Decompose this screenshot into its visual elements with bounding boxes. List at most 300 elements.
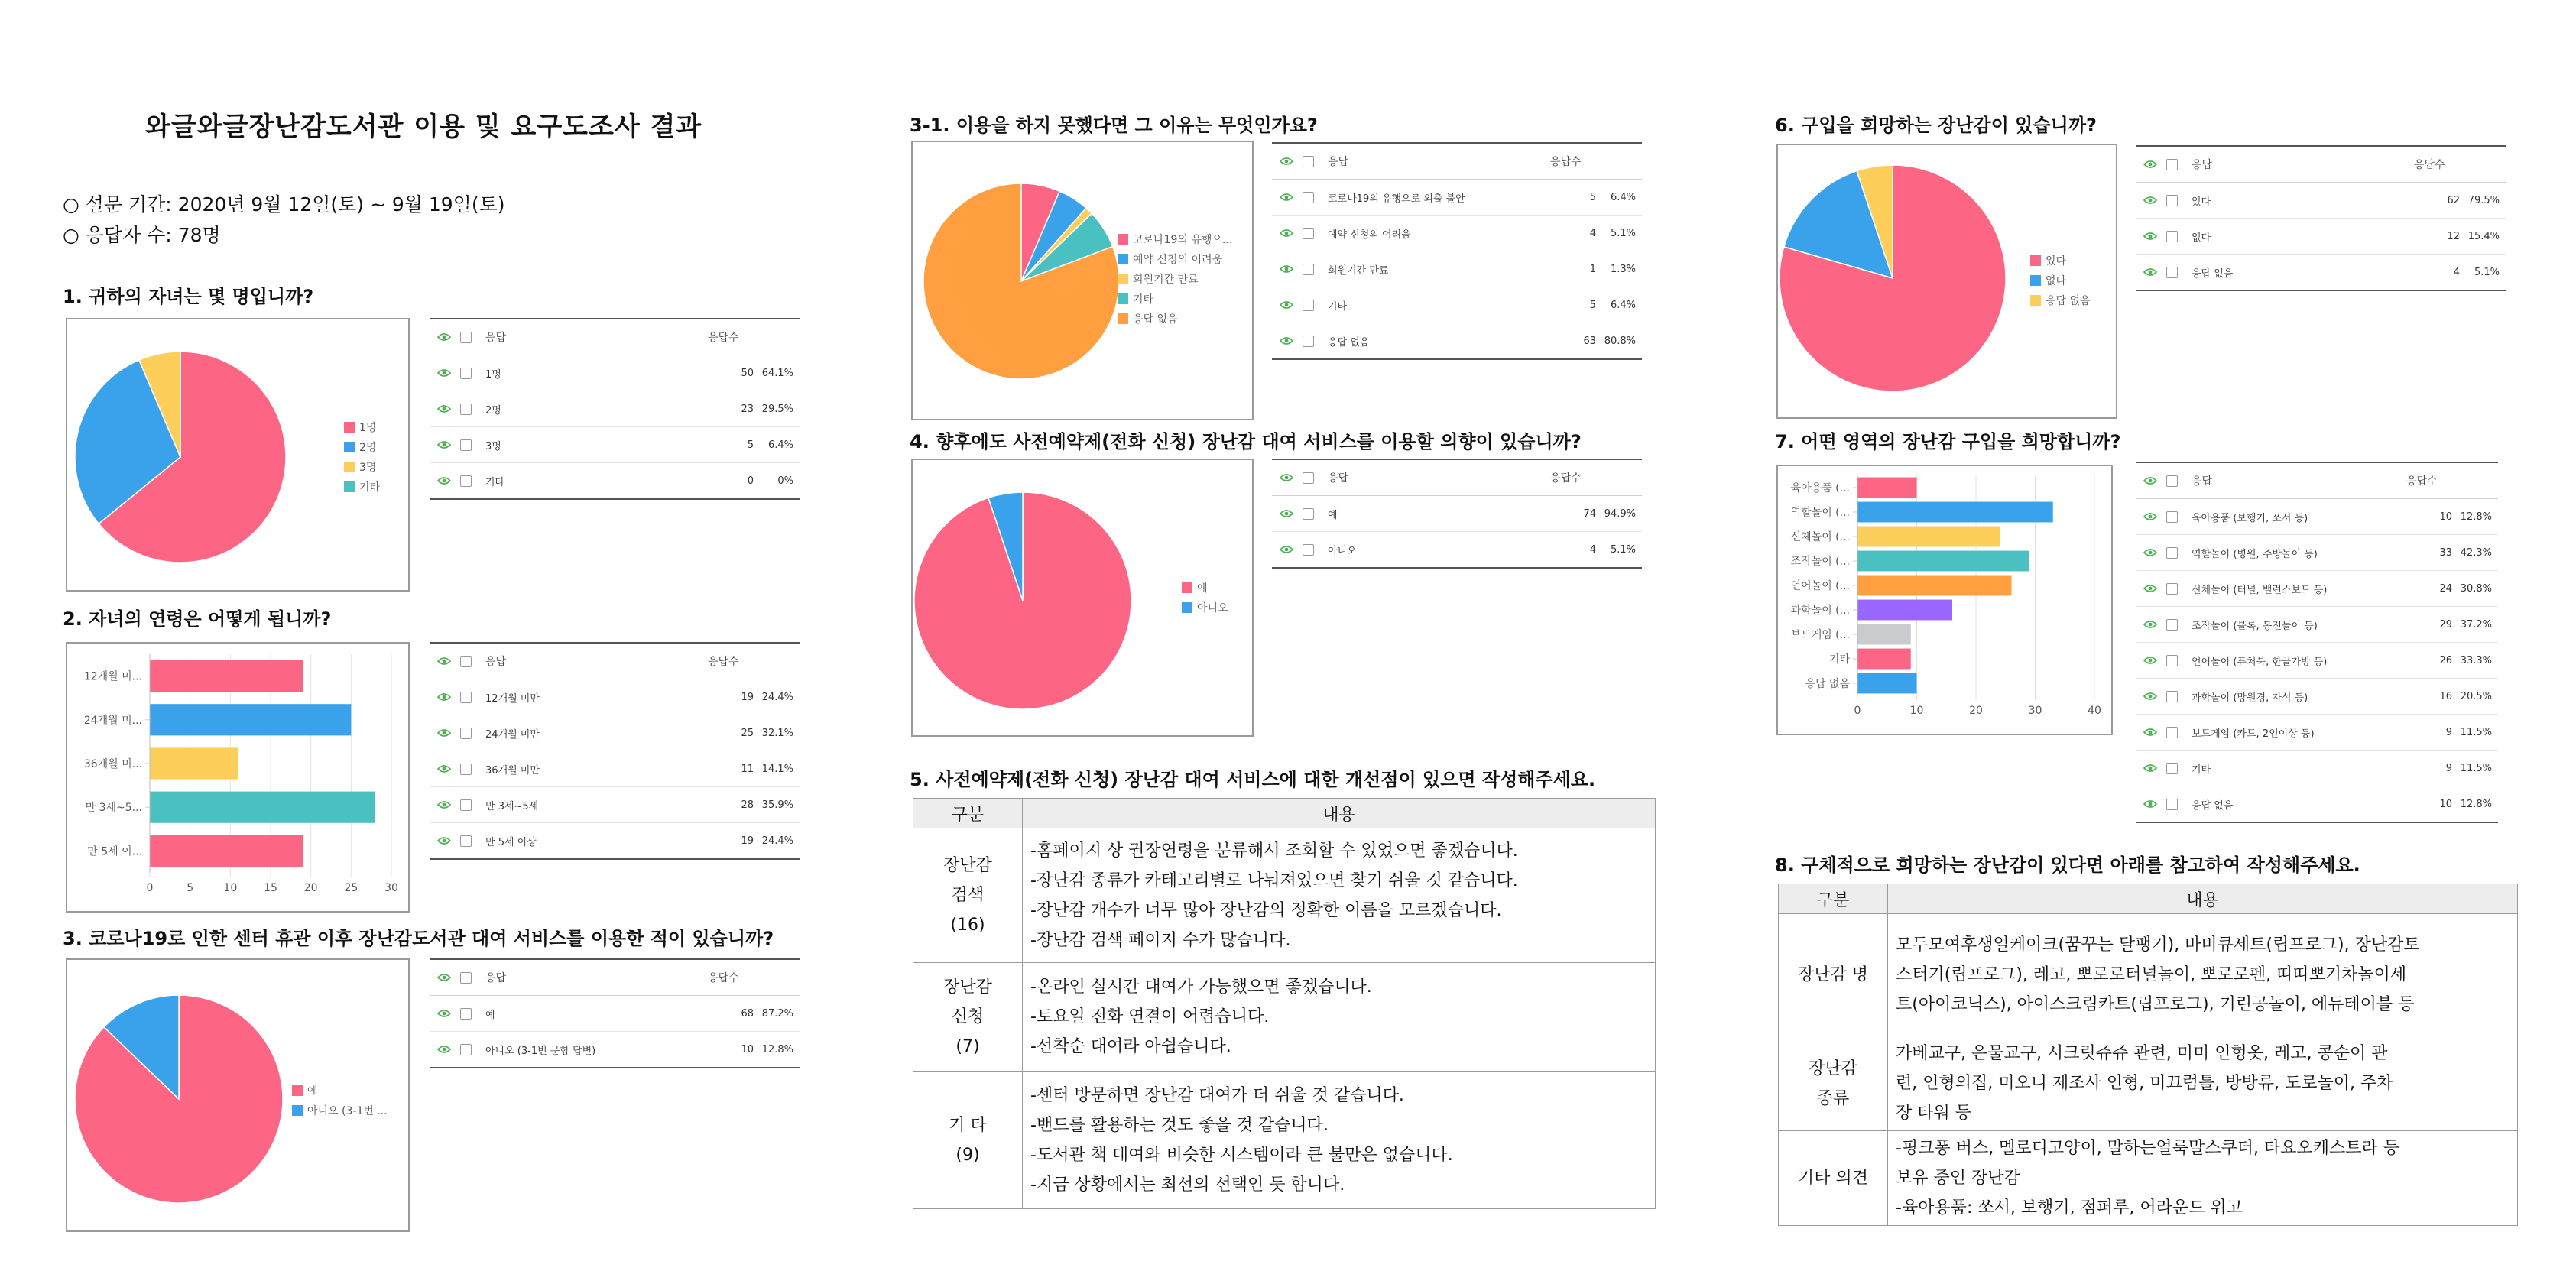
column-header: 응답: [485, 972, 507, 984]
legend-label: 기타: [1133, 293, 1154, 306]
answer-count: 19: [741, 835, 754, 847]
q5-title: 5. 사전예약제(전화 신청) 장난감 대여 서비스에 대한 개선점이 있으면 작성해주세요.: [910, 769, 1596, 790]
bar: [1857, 527, 2000, 547]
category-count: (16): [950, 916, 985, 935]
q6-title: 6. 구입을 희망하는 장난감이 있습니까?: [1775, 115, 2097, 136]
category-label: 종류: [1816, 1088, 1850, 1108]
answer-label: 기타: [1328, 300, 1348, 313]
x-tick-label: 40: [2088, 705, 2101, 717]
answer-count: 5: [1589, 191, 1596, 203]
answer-percent: 5.1%: [2474, 266, 2500, 278]
column-header: 응답수: [2406, 475, 2438, 488]
q31-title: 3-1. 이용을 하지 못했다면 그 이유는 무엇인가요?: [910, 115, 1318, 136]
bar: [1857, 673, 1917, 694]
comment-line: -토요일 전화 연결이 어렵습니다.: [1030, 1007, 1270, 1026]
answer-count: 9: [2445, 762, 2452, 774]
comment-line: -육아용품: 쏘서, 보행기, 점퍼루, 어라운드 위고: [1896, 1198, 2243, 1218]
legend-label: 예: [1197, 582, 1208, 595]
legend-swatch: [1118, 274, 1128, 284]
category-label: 장난감: [943, 856, 992, 875]
table-row: [1779, 1036, 2518, 1131]
column-header: 응답: [2192, 159, 2213, 171]
legend-swatch: [1118, 313, 1128, 324]
answer-label: 3명: [485, 440, 501, 452]
q5-col-content: 내용: [1023, 799, 1656, 828]
q2-results-table: [430, 642, 800, 860]
row-checkbox[interactable]: [2166, 583, 2178, 595]
legend-label: 예약 신청의 어려움: [1133, 254, 1223, 266]
q3-pie-chart: [66, 958, 410, 1232]
table-header-row: [2136, 463, 2498, 499]
table-row: [2136, 715, 2498, 751]
answer-percent: 14.1%: [761, 763, 793, 775]
answer-percent: 6.4%: [767, 439, 793, 451]
answer-percent: 29.5%: [761, 403, 793, 415]
category-count: (7): [955, 1037, 980, 1056]
answer-label: 2명: [485, 404, 501, 417]
legend-swatch: [1118, 254, 1128, 264]
table-row: [430, 391, 800, 427]
answer-count: 10: [741, 1043, 754, 1055]
table-row: [913, 1072, 1656, 1209]
answer-count: 0: [747, 475, 754, 487]
comment-line: 장 타워 등: [1896, 1104, 1971, 1123]
table-row: [430, 787, 800, 823]
answer-percent: 24.4%: [761, 835, 793, 847]
bar: [1857, 600, 1952, 621]
answer-percent: 94.9%: [1604, 507, 1636, 520]
row-checkbox[interactable]: [1303, 336, 1314, 347]
table-row: [430, 751, 800, 787]
q8-title: 8. 구체적으로 희망하는 장난감이 있다면 아래를 참고하여 작성해주세요.: [1775, 854, 2360, 876]
answer-count: 4: [1589, 227, 1596, 239]
answer-label: 육아용품 (보행기, 쏘서 등): [2192, 512, 2308, 524]
answer-count: 9: [2445, 726, 2452, 738]
comment-line: -선착순 대여라 아쉽습니다.: [1030, 1037, 1231, 1056]
answer-count: 68: [741, 1007, 754, 1020]
select-all-checkbox[interactable]: [2166, 159, 2178, 170]
row-checkbox[interactable]: [1303, 228, 1314, 239]
column-header: 응답: [2192, 475, 2213, 488]
answer-percent: 12.8%: [2460, 511, 2492, 523]
table-row: [913, 828, 1656, 963]
answer-label: 예약 신청의 어려움: [1328, 229, 1411, 241]
answer-label: 1명: [485, 368, 501, 381]
y-tick-label: 만 5세 이...: [87, 845, 142, 858]
answer-label: 과학놀이 (망원경, 자석 등): [2192, 692, 2308, 704]
bar: [1857, 624, 1911, 645]
x-tick-label: 30: [384, 882, 398, 894]
legend-swatch: [344, 442, 355, 452]
answer-label: 기타: [2192, 764, 2211, 776]
answer-percent: 37.2%: [2460, 618, 2492, 631]
q8-comments-table: [1778, 884, 2518, 1226]
answer-count: 23: [741, 403, 754, 415]
answer-label: 기타: [485, 476, 505, 488]
answer-label: 24개월 미만: [485, 728, 540, 741]
table-row: [1779, 914, 2518, 1036]
answer-label: 보드게임 (카드, 2인이상 등): [2192, 728, 2315, 740]
row-checkbox[interactable]: [2166, 231, 2178, 242]
q3-results-table: [430, 958, 800, 1068]
row-checkbox[interactable]: [2166, 763, 2178, 774]
legend-swatch: [292, 1105, 303, 1116]
table-row: [2136, 255, 2506, 290]
q5-comments-table: [913, 798, 1656, 1209]
bar: [1857, 576, 2012, 596]
answer-count: 28: [741, 799, 754, 811]
answer-percent: 79.5%: [2467, 194, 2500, 206]
bar: [150, 792, 375, 823]
answer-percent: 87.2%: [761, 1007, 793, 1020]
column-header: 응답수: [708, 972, 739, 984]
y-tick-label: 만 3세~5...: [85, 802, 142, 815]
table-cell: [1779, 914, 1888, 1036]
answer-percent: 20.5%: [2460, 690, 2492, 702]
answer-count: 1: [1589, 263, 1596, 275]
category-label: 신청: [951, 1007, 985, 1026]
bar: [150, 835, 303, 867]
answer-count: 5: [1589, 299, 1596, 311]
q31-results-table: [1272, 142, 1642, 360]
category-label: 장난감 명: [1797, 965, 1868, 984]
table-cell: [913, 963, 1023, 1072]
y-tick-label: 12개월 미...: [83, 670, 142, 683]
row-checkbox[interactable]: [2166, 267, 2178, 278]
table-row: [430, 463, 800, 498]
row-checkbox[interactable]: [460, 799, 472, 811]
legend-label: 응답 없음: [1133, 313, 1178, 326]
answer-percent: 33.3%: [2460, 654, 2492, 666]
table-cell: [1023, 1072, 1656, 1209]
legend-label: 코로나19의 유행으...: [1133, 234, 1233, 246]
answer-label: 코로나19의 유행으로 외출 불안: [1328, 193, 1465, 205]
answer-label: 있다: [2192, 196, 2211, 208]
answer-percent: 12.8%: [761, 1043, 793, 1055]
answer-count: 50: [741, 367, 754, 379]
legend-swatch: [1182, 582, 1192, 593]
x-tick-label: 20: [1969, 705, 1983, 717]
row-checkbox[interactable]: [2166, 727, 2178, 738]
table-row: [2136, 219, 2506, 255]
legend-label: 없다: [2046, 275, 2067, 287]
row-checkbox[interactable]: [2166, 511, 2178, 523]
x-tick-label: 10: [223, 882, 238, 894]
answer-count: 10: [2439, 798, 2452, 810]
table-cell: [1779, 1131, 1888, 1226]
row-checkbox[interactable]: [1303, 264, 1314, 275]
answer-count: 26: [2439, 654, 2452, 666]
table-row: [2136, 751, 2498, 786]
legend-swatch: [1118, 234, 1128, 245]
row-checkbox[interactable]: [460, 835, 472, 847]
x-tick-label: 25: [344, 882, 358, 894]
y-tick-label: 보드게임 (...: [1790, 629, 1850, 641]
answer-percent: 6.4%: [1610, 191, 1636, 203]
legend-label: 예: [307, 1085, 318, 1098]
legend-label: 2명: [359, 442, 377, 454]
comment-line: 련, 인형의집, 미오니 제조사 인형, 미끄럼틀, 방방류, 도로놀이, 주차: [1896, 1074, 2393, 1093]
q1-pie-chart: [66, 318, 410, 592]
row-checkbox[interactable]: [1303, 508, 1314, 520]
q31-pie-chart: [911, 141, 1254, 420]
legend-swatch: [1118, 293, 1128, 304]
table-row: [2136, 499, 2498, 535]
category-label: 장난감: [943, 978, 992, 997]
table-row: [430, 355, 800, 391]
q3-title: 3. 코로나19로 인한 센터 휴관 이후 장난감도서관 대여 서비스를 이용한 적이 있습니까?: [63, 928, 774, 949]
table-row: [1272, 532, 1642, 567]
table-header-row: [430, 960, 800, 996]
table-row: [1272, 180, 1642, 216]
table-row: [2136, 679, 2498, 715]
table-header-row: [2136, 147, 2506, 183]
answer-count: 4: [1589, 543, 1596, 556]
answer-label: 12개월 미만: [485, 692, 540, 705]
table-cell: [1888, 1131, 2518, 1226]
table-header-row: [1272, 144, 1642, 180]
comment-line: -도서관 책 대여와 비슷한 시스템이라 큰 불만은 없습니다.: [1030, 1145, 1453, 1165]
answer-percent: 15.4%: [2467, 230, 2500, 242]
table-header-row: [1272, 460, 1642, 496]
answer-percent: 12.8%: [2460, 798, 2492, 810]
survey-period: ○ 설문 기간: 2020년 9월 12일(토) ~ 9월 19일(토): [63, 193, 505, 216]
answer-percent: 30.8%: [2460, 582, 2492, 595]
row-checkbox[interactable]: [460, 764, 472, 775]
answer-percent: 6.4%: [1610, 299, 1636, 311]
table-row: [430, 996, 800, 1032]
bar: [150, 747, 238, 779]
table-cell: [1779, 1036, 1888, 1131]
legend-swatch: [1182, 602, 1192, 613]
answer-label: 없다: [2192, 232, 2211, 244]
comment-line: 트(아이코닉스), 아이스크림카트(립프로그), 기린공놀이, 에듀테이블 등: [1896, 995, 2415, 1014]
row-checkbox[interactable]: [460, 728, 472, 739]
answer-percent: 11.5%: [2460, 762, 2492, 774]
bar: [1857, 502, 2053, 523]
comment-line: -센터 방문하면 장난감 대여가 더 쉬울 것 같습니다.: [1030, 1085, 1404, 1105]
q8-col-category: 구분: [1779, 884, 1888, 914]
row-checkbox[interactable]: [460, 439, 472, 451]
table-cell: [913, 828, 1023, 963]
legend-label: 1명: [359, 422, 377, 434]
legend-swatch: [2030, 275, 2041, 286]
answer-label: 언어놀이 (퓨처북, 한글가방 등): [2192, 656, 2328, 668]
answer-count: 5: [747, 439, 754, 451]
table-cell: [1888, 914, 2518, 1036]
row-checkbox[interactable]: [2166, 691, 2178, 702]
table-cell: [1023, 963, 1656, 1072]
column-header: 응답수: [2414, 159, 2445, 171]
table-row: [1779, 1131, 2518, 1226]
legend-label: 회원기간 만료: [1133, 274, 1199, 286]
q8-col-content: 내용: [1888, 884, 2518, 914]
comment-line: -온라인 실시간 대여가 가능했으면 좋겠습니다.: [1030, 978, 1372, 997]
column-header: 응답수: [708, 656, 739, 668]
y-tick-label: 과학놀이 (...: [1790, 605, 1850, 617]
answer-count: 33: [2439, 546, 2452, 559]
y-tick-label: 36개월 미...: [83, 758, 142, 770]
answer-count: 19: [741, 691, 754, 703]
legend-swatch: [344, 462, 355, 472]
q1-title: 1. 귀하의 자녀는 몇 명입니까?: [63, 286, 314, 307]
select-all-checkbox[interactable]: [460, 656, 472, 667]
answer-percent: 80.8%: [1604, 335, 1636, 347]
answer-percent: 0%: [777, 475, 793, 487]
legend-swatch: [344, 422, 355, 433]
answer-label: 응답 없음: [1328, 336, 1370, 349]
comment-line: -장난감 검색 페이지 수가 많습니다.: [1030, 930, 1291, 950]
legend-swatch: [2030, 295, 2041, 306]
answer-percent: 1.3%: [1610, 263, 1636, 275]
q7-bar-chart: [1776, 465, 2113, 735]
answer-percent: 5.1%: [1610, 227, 1636, 239]
table-row: [1272, 323, 1642, 358]
q7-title: 7. 어떤 영역의 장난감 구입을 희망합니까?: [1775, 431, 2121, 452]
legend-label: 3명: [359, 462, 377, 474]
x-tick-label: 0: [146, 882, 154, 894]
row-checkbox[interactable]: [460, 692, 472, 703]
answer-count: 74: [1583, 507, 1596, 520]
row-checkbox[interactable]: [2166, 799, 2178, 810]
table-cell: [1023, 828, 1656, 963]
column-header: 응답: [485, 332, 507, 344]
comment-line: -밴드를 활용하는 것도 좋을 것 같습니다.: [1030, 1115, 1329, 1135]
answer-label: 만 5세 이상: [485, 836, 537, 848]
answer-percent: 24.4%: [761, 691, 793, 703]
answer-label: 응답 없음: [2192, 267, 2234, 280]
answer-count: 25: [741, 727, 754, 739]
q4-title: 4. 향후에도 사전예약제(전화 신청) 장난감 대여 서비스를 이용할 의향이 있습니까?: [910, 431, 1582, 452]
answer-count: 24: [2439, 582, 2452, 595]
select-all-checkbox[interactable]: [460, 972, 472, 984]
row-checkbox[interactable]: [2166, 547, 2178, 559]
comment-line: 가베교구, 은물교구, 시크릿쥬쥬 관련, 미미 인형옷, 레고, 콩순이 관: [1896, 1044, 2388, 1063]
answer-label: 아니오 (3-1번 문항 답변): [485, 1045, 596, 1057]
row-checkbox[interactable]: [460, 1044, 472, 1055]
row-checkbox[interactable]: [460, 404, 472, 415]
comment-line: 보유 중인 장난감: [1896, 1169, 2020, 1188]
row-checkbox[interactable]: [460, 1008, 472, 1020]
row-checkbox[interactable]: [2166, 655, 2178, 666]
table-row: [1272, 251, 1642, 287]
y-tick-label: 역할놀이 (...: [1790, 507, 1850, 519]
table-row: [2136, 183, 2506, 219]
comment-line: -홈페이지 상 권장연령을 분류해서 조회할 수 있었으면 좋겠습니다.: [1030, 841, 1518, 861]
table-row: [2136, 607, 2498, 643]
q5-col-category: 구분: [913, 799, 1023, 828]
answer-count: 63: [1583, 335, 1596, 347]
y-tick-label: 기타: [1828, 653, 1850, 666]
comment-line: -지금 상황에서는 최선의 선택인 듯 합니다.: [1030, 1175, 1345, 1195]
row-checkbox[interactable]: [2166, 195, 2178, 206]
category-count: (9): [955, 1145, 980, 1165]
category-label: 검색: [951, 886, 985, 905]
table-row: [1272, 287, 1642, 323]
table-row: [430, 427, 800, 463]
column-header: 응답: [485, 656, 507, 668]
table-cell: [913, 1072, 1023, 1209]
table-row: [2136, 571, 2498, 607]
q6-pie-chart: [1776, 144, 2117, 419]
select-all-checkbox[interactable]: [1303, 156, 1314, 167]
x-tick-label: 30: [2028, 705, 2042, 717]
table-cell: [1888, 1036, 2518, 1131]
answer-label: 회원기간 만료: [1328, 264, 1389, 277]
comment-line: 모두모여후생일케이크(꿈꾸는 달팽기), 바비큐세트(립프로그), 장난감토: [1896, 935, 2420, 955]
column-header: 응답: [1328, 472, 1349, 485]
select-all-checkbox[interactable]: [460, 332, 472, 343]
select-all-checkbox[interactable]: [1303, 472, 1314, 484]
answer-label: 응답 없음: [2192, 799, 2234, 812]
q4-results-table: [1272, 459, 1642, 569]
legend-swatch: [2030, 255, 2041, 266]
bar: [1857, 551, 2029, 572]
comment-line: -핑크퐁 버스, 멜로디고양이, 말하는얼룩말스쿠터, 타요오케스트라 등: [1896, 1139, 2399, 1158]
q7-results-table: [2136, 462, 2498, 823]
answer-count: 12: [2447, 230, 2460, 242]
table-row: [1272, 496, 1642, 532]
comment-line: -장난감 개수가 너무 많아 장난감의 정확한 이름을 모르겠습니다.: [1030, 900, 1502, 920]
legend-swatch: [344, 481, 355, 492]
row-checkbox[interactable]: [2166, 619, 2178, 631]
x-tick-label: 10: [1909, 705, 1924, 717]
table-row: [1272, 216, 1642, 251]
select-all-checkbox[interactable]: [2166, 475, 2178, 487]
comment-line: -장난감 종류가 카테고리별로 나눠져있으면 찾기 쉬울 것 같습니다.: [1030, 871, 1518, 890]
x-tick-label: 20: [303, 882, 318, 894]
answer-label: 만 3세~5세: [485, 800, 539, 812]
page-title: 와글와글장난감도서관 이용 및 요구도조사 결과: [145, 112, 702, 142]
table-row: [2136, 535, 2498, 571]
y-tick-label: 조작놀이 (...: [1790, 556, 1850, 568]
q4-pie-chart: [911, 459, 1254, 737]
row-checkbox[interactable]: [1303, 300, 1314, 311]
y-tick-label: 언어놀이 (...: [1790, 580, 1850, 592]
answer-percent: 11.5%: [2460, 726, 2492, 738]
y-tick-label: 24개월 미...: [83, 714, 142, 727]
column-header: 응답수: [708, 332, 739, 344]
q2-title: 2. 자녀의 연령은 어떻게 됩니까?: [63, 608, 332, 630]
legend-label: 있다: [2046, 255, 2067, 267]
answer-label: 역할놀이 (병원, 주방놀이 등): [2192, 548, 2318, 560]
answer-count: 4: [2453, 266, 2460, 278]
row-checkbox[interactable]: [1303, 544, 1314, 556]
answer-label: 36개월 미만: [485, 764, 540, 777]
row-checkbox[interactable]: [1303, 192, 1314, 203]
category-label: 장난감: [1809, 1059, 1857, 1078]
y-tick-label: 응답 없음: [1805, 678, 1850, 690]
legend-label: 아니오: [1197, 602, 1228, 614]
answer-count: 16: [2439, 690, 2452, 702]
answer-percent: 5.1%: [1610, 543, 1636, 556]
answer-count: 11: [741, 763, 754, 775]
table-header-row: [430, 319, 800, 355]
legend-label: 응답 없음: [2046, 295, 2091, 307]
answer-percent: 42.3%: [2460, 546, 2492, 559]
table-row: [913, 963, 1656, 1072]
category-label: 기 타: [949, 1115, 987, 1135]
answer-label: 조작놀이 (블록, 동전놀이 등): [2192, 620, 2318, 632]
q2-bar-chart: [66, 642, 410, 913]
column-header: 응답: [1328, 156, 1349, 168]
row-checkbox[interactable]: [460, 475, 472, 487]
legend-label: 기타: [359, 481, 381, 494]
answer-percent: 35.9%: [761, 799, 793, 811]
row-checkbox[interactable]: [460, 368, 472, 379]
bar: [1857, 649, 1911, 670]
table-header-row: [430, 644, 800, 679]
